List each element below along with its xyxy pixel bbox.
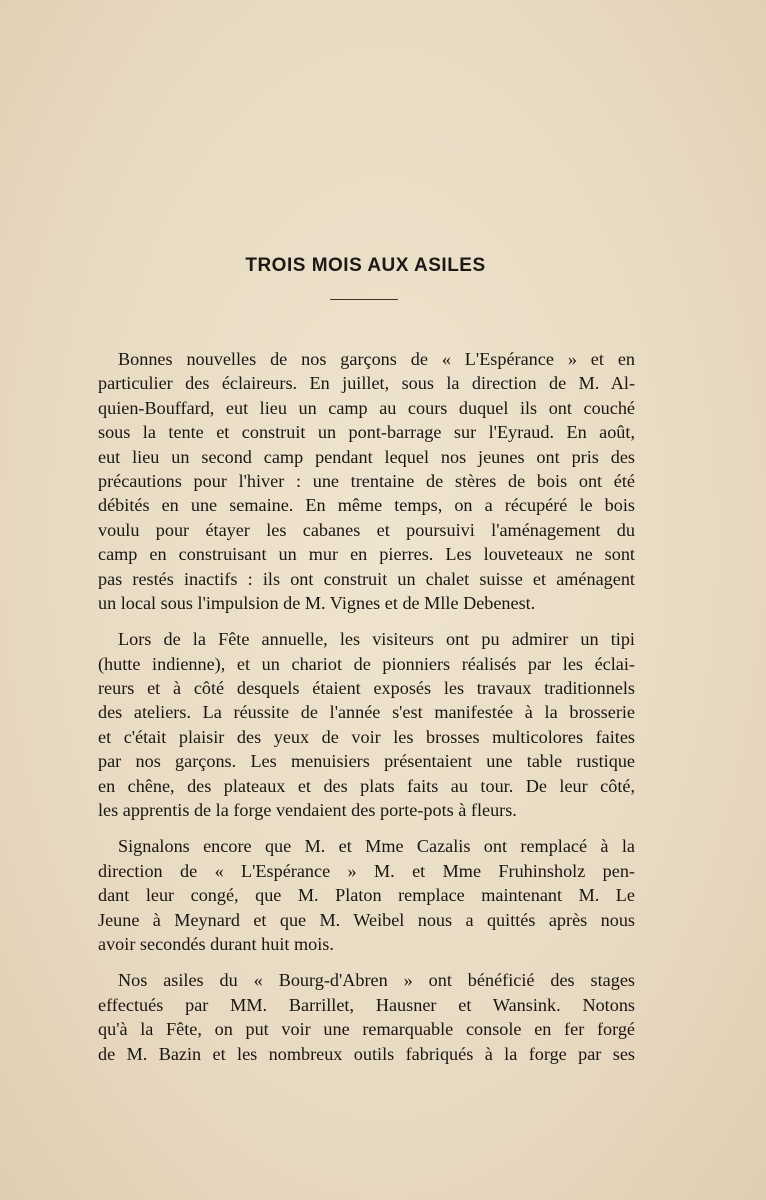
- text-line: Signalons encore que M. et Mme Cazalis ont remplacé à la: [118, 836, 635, 857]
- text-line: camp en construisant un mur en pierres. Les louveteaux ne sont: [98, 544, 635, 565]
- paragraph: [98, 627, 635, 822]
- text-line: en chêne, des plateaux et des plats faits au tour. De leur côté,: [98, 775, 635, 796]
- text-line: Jeune à Meynard et que M. Weibel nous a quittés après nous: [98, 909, 635, 930]
- text-line: qu'à la Fête, on put voir une remarquable console en fer forgé: [98, 1019, 635, 1040]
- text-line: par nos garçons. Les menuisiers présentaient une table rustique: [98, 751, 635, 772]
- text-line: avoir secondés durant huit mois.: [98, 933, 334, 954]
- text-line: quien-Bouffard, eut lieu un camp au cours duquel ils ont couché: [98, 397, 635, 418]
- text-line: reurs et à côté desquels étaient exposés les travaux traditionnels: [98, 678, 635, 699]
- paragraph: [98, 834, 635, 956]
- text-line: de M. Bazin et les nombreux outils fabriqués à la forge par ses: [98, 1043, 635, 1064]
- paragraph: [98, 968, 635, 1066]
- text-line: précautions pour l'hiver : une trentaine de stères de bois ont été: [98, 470, 635, 491]
- text-line: effectués par MM. Barrillet, Hausner et Wansink. Notons: [98, 994, 635, 1015]
- text-line: un local sous l'impulsion de M. Vignes et de Mlle Debenest.: [98, 592, 536, 613]
- article-body: [98, 347, 635, 1066]
- text-line: particulier des éclaireurs. En juillet, sous la direction de M. Al-: [98, 373, 635, 394]
- text-line: Lors de la Fête annuelle, les visiteurs ont pu admirer un tipi: [118, 629, 635, 650]
- text-line: eut lieu un second camp pendant lequel nos jeunes ont pris des: [98, 446, 635, 467]
- text-line: les apprentis de la forge vendaient des porte-pots à fleurs.: [98, 800, 517, 821]
- text-line: direction de « L'Espérance » M. et Mme Fruhinsholz pen-: [98, 860, 635, 881]
- text-line: voulu pour étayer les cabanes et poursuivi l'aménagement du: [98, 519, 635, 540]
- text-line: sous la tente et construit un pont-barrage sur l'Eyraud. En août,: [98, 422, 635, 443]
- page-title: TROIS MOIS AUX ASILES: [245, 255, 486, 276]
- text-line: des ateliers. La réussite de l'année s'est manifestée à la brosserie: [98, 702, 635, 723]
- paragraph: [98, 347, 635, 615]
- text-line: pas restés inactifs : ils ont construit un chalet suisse et aménagent: [98, 568, 635, 589]
- text-line: et c'était plaisir des yeux de voir les brosses multicolores faites: [98, 726, 635, 747]
- text-line: débités en une semaine. En même temps, on a récupéré le bois: [98, 495, 635, 516]
- title-divider: [330, 299, 398, 300]
- text-line: dant leur congé, que M. Platon remplace maintenant M. Le: [98, 885, 635, 906]
- text-line: Nos asiles du « Bourg-d'Abren » ont bénéficié des stages: [118, 970, 635, 991]
- text-line: (hutte indienne), et un chariot de pionniers réalisés par les éclai-: [98, 653, 635, 674]
- text-line: Bonnes nouvelles de nos garçons de « L'Espérance » et en: [118, 349, 635, 369]
